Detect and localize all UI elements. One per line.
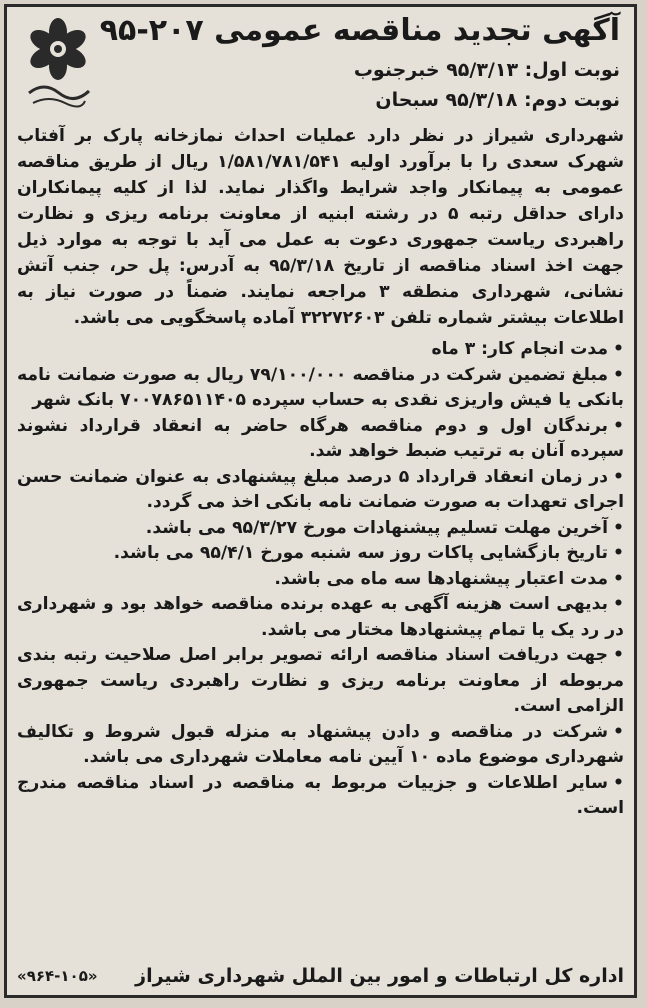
- bullet-icon: •: [613, 721, 624, 742]
- condition-item: •مدت انجام کار: ۳ ماه: [431, 339, 624, 359]
- condition-item: •آخرین مهلت تسلیم پیشنهادات مورخ ۹۵/۳/۲۷ می باشد.: [145, 517, 624, 538]
- notice-title: آگهی تجدید مناقصه عمومی ۲۰۷-۹۵: [99, 13, 620, 48]
- condition-item: •در زمان انعقاد قرارداد ۵ درصد مبلغ پیشنهادی به عنوان ضمانت حسن اجرای تعهدات به صورت ضمانت نامه بانکی اخذ می گردد.: [17, 466, 625, 512]
- condition-item: •مبلغ تضمین شرکت در مناقصه ۷۹/۱۰۰/۰۰۰ ریال به صورت ضمانت نامه بانکی یا فیش واریزی نقدی به حساب سپرده ۷۰۰۷۸۶۵۱۱۴۰۵ بانک شهر: [17, 364, 624, 410]
- bullet-icon: •: [613, 645, 624, 665]
- condition-item: •شرکت در مناقصه و دادن پیشنهاد به منزله قبول شروط و تکالیف شهرداری موضوع ماده ۱۰ آیین نامه معاملات شهرداری می باشد.: [17, 721, 624, 767]
- second-publication: نوبت دوم: ۹۵/۳/۱۸ سبحان: [375, 89, 620, 111]
- bullet-icon: •: [613, 466, 625, 487]
- bullet-icon: •: [613, 339, 624, 359]
- bullet-icon: •: [613, 772, 624, 793]
- bullet-icon: •: [613, 568, 624, 589]
- condition-item: •تاریخ بازگشایی پاکات روز سه شنبه مورخ ۹۵/۴/۱ می باشد.: [113, 543, 624, 563]
- bullet-icon: •: [613, 364, 624, 385]
- first-publication: نوبت اول: ۹۵/۳/۱۳ خبرجنوب: [353, 59, 620, 81]
- bullet-icon: •: [613, 543, 624, 563]
- issuing-office: اداره کل ارتباطات و امور بین الملل شهرداری شیراز: [135, 965, 624, 987]
- condition-item: •سایر اطلاعات و جزییات مربوط به مناقصه در اسناد مناقصه مندرج است.: [17, 772, 624, 818]
- notice-code: «۹۶۴-۱۰۵»: [17, 967, 98, 985]
- condition-item: •برندگان اول و دوم مناقصه هرگاه حاضر به انعقاد قرارداد نشوند سپرده آنان به ترتیب ضبط خواهد شد.: [17, 415, 624, 461]
- bullet-icon: •: [613, 594, 624, 614]
- condition-item: •بدیهی است هزینه آگهی به عهده برنده مناقصه خواهد بود و شهرداری در رد یک یا تمام پیشنهادها مختار می باشد.: [17, 594, 624, 640]
- conditions-list: [17, 337, 624, 822]
- notice-intro: شهرداری شیراز در نظر دارد عملیات احداث نمازخانه پارک بر آفتاب شهرک سعدی را با برآورد اولیه ۱/۵۸۱/۷۸۱/۵۴۱ ریال از طریق مناقصه عمومی به پیمانکار واجد شرایط واگذار نماید. لذا از کلیه پیمانکاران دارای حداقل رتبه ۵ در رشته ابنیه از معاونت برنامه ریزی و نظارت راهبردی ریاست جمهوری دعوت به عمل می آید با توجه به موارد ذیل جهت اخذ اسناد مناقصه از تاریخ ۹۵/۳/۱۸ به آدرس: پل حر، جنب آتش نشانی، شهرداری منطقه ۳ مراجعه نمایند. ضمناً در صورت نیاز به اطلاعات بیشتر شماره تلفن ۳۲۲۷۲۶۰۳ آماده پاسخگویی می باشد.: [17, 126, 625, 328]
- shiraz-municipality-logo: [19, 15, 97, 111]
- notice-footer: [17, 965, 624, 987]
- notice-header: [17, 13, 624, 121]
- bullet-icon: •: [613, 517, 624, 538]
- bullet-icon: •: [613, 415, 624, 436]
- condition-item: •جهت دریافت اسناد مناقصه ارائه تصویر برابر اصل صلاحیت رتبه بندی مربوطه از معاونت برنامه ریزی و نظارت راهبردی ریاست جمهوری الزامی است.: [17, 645, 624, 716]
- tender-notice: [4, 4, 637, 998]
- condition-item: •مدت اعتبار پیشنهادها سه ماه می باشد.: [274, 568, 624, 589]
